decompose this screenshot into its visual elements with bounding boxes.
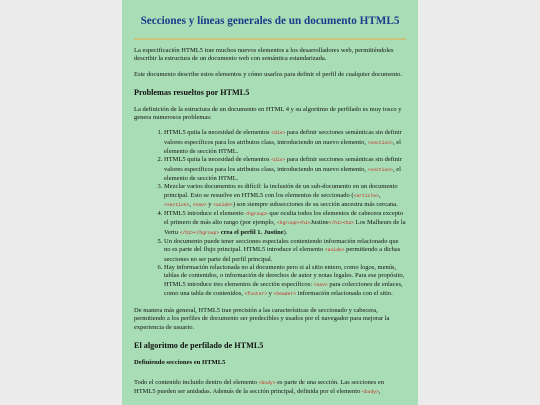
subsection-heading-defining: Definiendo secciones en HTML5	[134, 359, 226, 367]
list-item: 2. HTML5 quita la necesidad de elementos <div> para definir secciones semánticas sin definir valores específicos para los atributos class, introduciendo un nuevo elemento, <section>, el elemento de sección HTML.	[164, 156, 406, 183]
bold-text: crea el perfil 1. Justine	[220, 228, 284, 236]
inline-code: </h1><h2>	[328, 221, 354, 227]
list-item: 1. HTML5 quita la necesidad de elementos <div> para definir secciones semánticas sin definir valores específicos para los atributos class, introduciendo un nuevo elemento, <section>, el elemento de sección HTML.	[164, 129, 406, 156]
inline-code: <hgroup><h1>	[276, 221, 311, 227]
closing-paragraph: De manera más general, HTML5 trae precisión a las características de seccionado y cabecera, permitiendo a los perfiles de documento ser predecibles y usados por el navegador para mejorar la experiencia de usuario.	[134, 307, 390, 331]
list-item: 4. HTML5 introduce el elemento <hgroup> que oculta todos los elementos de cabecera excepto el primero de más alto rango (por ejemplo, <hgroup><h1>Justine</h1><h2> Los Malheurs de la Vertu </h2></hgroup> crea el perfil 1. Justine).	[164, 210, 406, 238]
inline-code: <body>	[361, 390, 379, 396]
inline-code: <section>	[367, 140, 393, 146]
inline-code: </h2></hgroup>	[179, 230, 220, 236]
list-item: 5. Un documento puede tener secciones especiales conteniendo información relacionado que no es parte del flujo principal. HTML5 introduce el elemento <aside> permitiendo a dichas secciones no ser parte del perfil principal.	[164, 238, 406, 264]
inline-code: <aside>	[213, 202, 233, 208]
inline-code: <header>	[273, 291, 297, 297]
inline-code: <hgroup>	[245, 212, 268, 218]
problems-intro-paragraph: La definición de la estructura de un documento en HTML 4 y su algoritmo de perfilado es muy tosco y genera numerosos problemas:	[134, 105, 402, 122]
section-heading-problems: Problemas resueltos por HTML5	[134, 87, 250, 97]
inline-code: <section>	[367, 167, 393, 173]
inline-code: <section>	[164, 202, 190, 208]
inline-code: <div>	[271, 131, 286, 137]
section-heading-algorithm: El algoritmo de perfilado de HTML5	[134, 341, 264, 351]
defining-sections-paragraph: Todo el contenido incluido dentro del elemento <body> es parte de una sección. Las secciones en HTML5 pueden ser anidadas. Además de la sección principal, definida por el elemento <body>,	[134, 379, 384, 396]
document-page	[122, 0, 418, 405]
intro-paragraph-2: Este documento describe estos elementos y cómo usarlos para definir el perfil de cualquier documento.	[134, 70, 403, 78]
inline-code: <article>	[353, 193, 379, 199]
inline-code: <body>	[258, 381, 276, 387]
inline-code: <aside>	[324, 248, 345, 254]
inline-code: <footer>	[244, 291, 268, 297]
inline-code: <div>	[271, 158, 286, 164]
inline-code: <nav>	[313, 282, 328, 288]
inline-code: <nav>	[192, 202, 207, 208]
page-title: Secciones y líneas generales de un documento HTML5	[140, 15, 400, 27]
list-item: 3. Mezclar varios documentos es difícil: la inclusión de un sub-documento en un documento principal. Esto se resuelve en HTML5 con los elementos de seccionado (<article>, <section>, <nav> y <aside>) son siempre subsecciones de su sección ancestra más cercana.	[164, 183, 406, 210]
problems-list	[134, 129, 406, 299]
intro-paragraph-1: La especificación HTML5 trae muchos nuevos elementos a los desarrolladores web, permitiéndoles describir la estructura de un documento web con semántica estandarizada.	[134, 47, 394, 63]
list-item: 6. Hay información relacionada no al documento pero si al sitio entero, como logos, menús, tablas de contenidos, o información de derechos de autor y notas legales. Para ese propósito, HTML5 introduce tres elementos de sección específicos: <nav> para colecciones de enlaces, como una tabla de contenidos, <footer> y <header> información relacionada con el sitio.	[164, 264, 406, 299]
title-divider	[134, 38, 406, 40]
